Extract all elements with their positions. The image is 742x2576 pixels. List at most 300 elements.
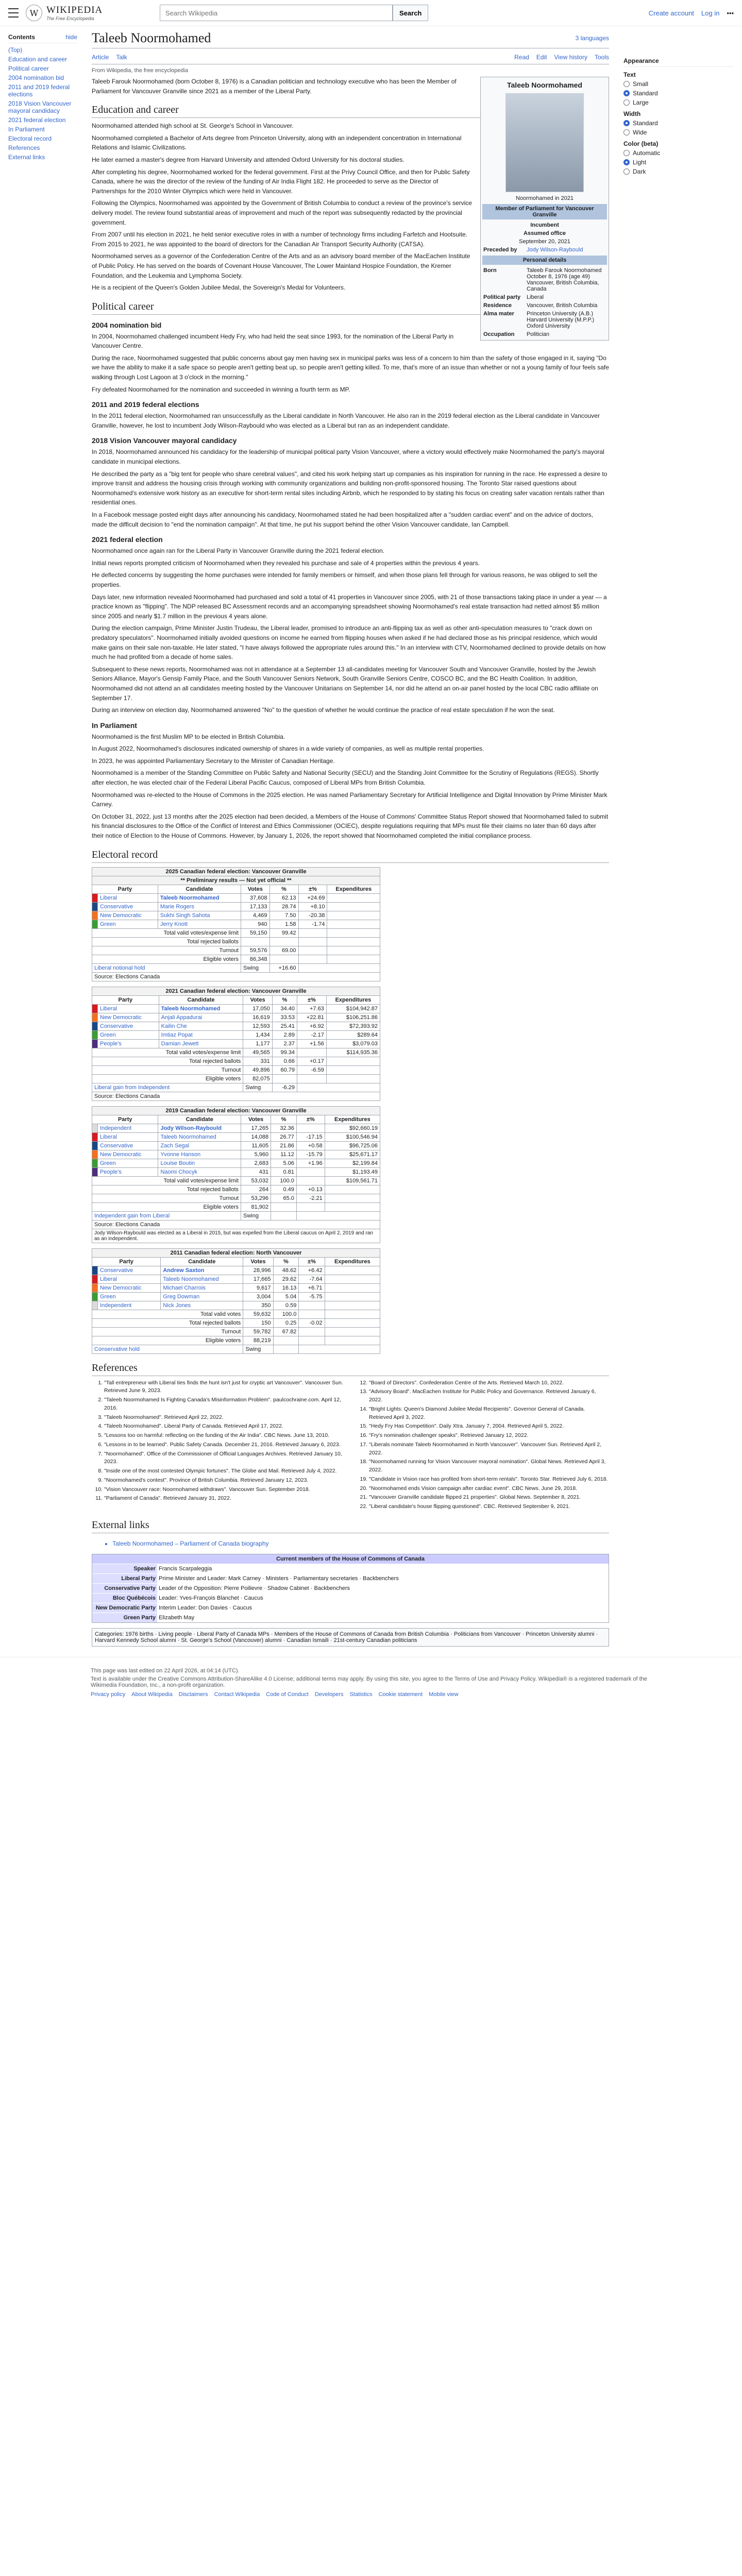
reference-item[interactable]: 18. "Noormohamed running for Vision Vancouver mayoral nomination". Global News. Retrieved April 3, 2022. [369,1458,609,1475]
appearance-option[interactable] [623,129,734,136]
reference-item[interactable]: 13. "Advisory Board". MacEachen Institute for Public Policy and Governance. Retrieved January 6, 2022. [369,1388,609,1404]
change: +6.92 [297,1022,327,1030]
total-change: -2.21 [296,1194,325,1202]
total-votes: 264 [241,1185,271,1194]
infobox-table [482,246,607,254]
total-label: Total valid votes [92,1310,243,1318]
radio-button[interactable] [623,81,630,87]
option-label: Automatic [633,149,661,157]
total-votes [241,937,269,946]
incumbent-label: Incumbent [530,222,559,228]
paragraph: He later earned a master's degree from Harvard University and attended Oxford University for his doctoral studies. [92,156,404,163]
total-percent: 99.42 [269,928,298,937]
total-expense [325,1194,380,1202]
reference-item[interactable]: 17. "Liberals nominate Taleeb Noormohamed in North Vancouver". Vancouver Sun. Retrieved April 2, 2022. [369,1441,609,1458]
total-expense [327,928,380,937]
tab-view-history[interactable]: View history [554,54,587,61]
total-label: Total rejected ballots [92,1318,243,1327]
total-row [92,928,380,937]
reference-item[interactable]: 1. "Tall entrepreneur with Liberal ties finds the hunt isn't just for cryptic art Vancouver". Vancouver Sun. Retrieved June 9, 2023. [104,1379,344,1396]
candidate-row [92,1124,380,1132]
option-label: Dark [633,168,646,175]
radio-button[interactable] [623,150,630,156]
total-votes: 59,150 [241,928,269,937]
total-row [92,1202,380,1211]
election-caption[interactable]: 2021 Canadian federal election: Vancouver Granville [92,987,380,995]
infobox-key: Born [483,267,497,274]
party-color-swatch [92,1141,98,1150]
percent: 7.50 [269,911,298,920]
option-label: Large [633,99,649,106]
subsection-heading: 2004 nomination bid [92,320,162,329]
total-change: +0.17 [297,1057,327,1065]
total-change [297,1048,327,1057]
preliminary-note-row [92,876,380,885]
column-header: % [273,1257,299,1266]
total-expense [325,1318,380,1327]
section-heading: Political career [92,301,609,315]
candidate-row [92,1275,380,1283]
party-name[interactable]: Conservative [98,1022,159,1030]
navbox-row [92,1573,609,1583]
column-header: Candidate [159,995,243,1004]
votes: 1,434 [243,1030,272,1039]
tab-tools[interactable]: Tools [594,54,609,61]
party-name[interactable]: New Democratic [98,1283,161,1292]
column-header: ±% [296,1115,325,1124]
navbox-group: Speaker [92,1564,157,1573]
candidate-row [92,1150,380,1159]
option-label: Standard [633,90,658,97]
globe-icon: W [26,5,42,21]
change: +7.63 [297,1004,327,1013]
column-header: ±% [297,995,327,1004]
total-label: Total valid votes/expense limit [92,928,241,937]
main-menu-icon[interactable] [8,8,19,18]
change: -15.79 [296,1150,325,1159]
radio-button[interactable] [623,90,630,96]
swing-filler [298,963,380,972]
party-name[interactable]: New Democratic [98,1150,158,1159]
expenditures [327,911,380,920]
total-votes: 150 [243,1318,273,1327]
create-account-link[interactable]: Create account [648,9,694,17]
column-header: Expenditures [326,995,380,1004]
column-header: Candidate [161,1257,243,1266]
total-votes: 86,348 [241,955,269,963]
candidate-row [92,1292,380,1301]
total-expense [326,1074,380,1083]
tab-article[interactable]: Article [92,54,109,61]
total-expense [326,1065,380,1074]
toc-item[interactable]: 2004 nomination bid [8,74,64,81]
total-label: Total rejected ballots [92,1057,243,1065]
party-name[interactable]: People's [98,1039,159,1048]
reference-item[interactable]: 8. "Inside one of the most contested Olympic fortunes". The Globe and Mail. Retrieved July 4, 2022. [104,1467,344,1476]
reference-list [92,1379,609,1511]
header-row [92,995,380,1004]
reference-item[interactable]: 4. "Taleeb Noormohamed". Liberal Party of Canada. Retrieved April 17, 2022. [104,1422,344,1431]
reference-item[interactable]: 7. "Noormohamed". Office of the Commissioner of Official Languages Archives. Retrieved January 10, 2023. [104,1450,344,1467]
navbox-group: Bloc Québécois [92,1594,157,1603]
paragraph: In 2004, Noormohamed challenged incumbent Hedy Fry, who had held the seat since 1993, for the nomination of the Liberal Party in Vancouver Centre. [92,332,454,350]
reference-item[interactable]: 22. "Liberal candidate's house flipping questioned". CBC. Retrieved September 9, 2021. [369,1503,609,1511]
wordmark: WIKIPEDIA [46,5,103,15]
total-row [92,1074,380,1083]
change: -2.17 [297,1030,327,1039]
toc-item[interactable]: Political career [8,65,49,72]
total-percent: 65.0 [271,1194,297,1202]
party-name[interactable]: Conservative [98,1141,158,1150]
tab-edit[interactable]: Edit [536,54,547,61]
votes: 17,265 [241,1124,271,1132]
tab-talk[interactable]: Talk [116,54,127,61]
navbox-list[interactable]: Interim Leader: Don Davies · Caucus [159,1604,252,1611]
candidate-name[interactable]: Jerry Knott [158,920,241,928]
total-percent: 0.25 [273,1318,299,1327]
paragraph: Noormohamed attended high school at St. George's School in Vancouver. [92,122,294,130]
infobox-value: Politician [527,331,550,337]
toc-item[interactable]: 2018 Vision Vancouver mayoral candidacy [8,100,72,114]
votes: 17,050 [243,1004,272,1013]
total-votes: 81,902 [241,1202,271,1211]
appearance-option[interactable] [623,80,734,88]
total-expense: $109,561.71 [325,1176,380,1185]
column-header: Expenditures [325,1257,380,1266]
toc-item[interactable]: Education and career [8,56,68,63]
option-label: Standard [633,120,658,127]
radio-button[interactable] [623,159,630,165]
reference-item[interactable]: 5. "Lessons too on harmful: reflecting on the funding of the Air India". CBC News. June 13, 2010. [104,1432,344,1440]
total-label: Total valid votes/expense limit [92,1176,241,1185]
votes: 2,683 [241,1159,271,1167]
candidate-row [92,1301,380,1310]
percent: 21.86 [271,1141,297,1150]
candidate-name[interactable]: Jody Wilson-Raybould [158,1124,241,1132]
total-percent [272,1074,297,1083]
footer-link[interactable]: Contact Wikipedia [214,1691,260,1698]
party-color-swatch [92,1004,98,1013]
radio-button[interactable] [623,168,630,175]
footer-link[interactable]: Mobile view [429,1691,459,1698]
party-name[interactable]: New Democratic [98,911,158,920]
more-tools-icon[interactable]: ••• [727,9,734,17]
appearance-option[interactable] [623,149,734,157]
expenditures [327,920,380,928]
change: +6.42 [299,1266,325,1275]
party-name[interactable]: New Democratic [98,1013,159,1022]
party-color-swatch [92,1150,98,1159]
candidate-row [92,911,380,920]
navbox-title: Current members of the House of Commons of Canada [92,1554,609,1564]
paragraph: He described the party as a "big tent for people who share cerebral values", and cited his work helping start up companies as his inspiration for running in the race. He expressed a desire to improve transit and address the housing crisis through working with community organizations and building non-profit-sponsored housing. The Toronto Star raised questions about Noormohamed's extensive work history as an executive for short-term rental sites including Airbnb, which he responded to by stating his focus on creating safer vacation rentals rather than residential ones. [92,470,608,506]
percent: 2.37 [272,1039,297,1048]
total-percent: 100.0 [271,1176,297,1185]
wikipedia-logo[interactable] [26,5,155,21]
expenditures: $96,725.06 [325,1141,380,1150]
appearance-option[interactable] [623,90,734,97]
infobox-value: Liberal [527,294,544,300]
total-expense [325,1327,380,1336]
total-expense [325,1185,380,1194]
navbox-list[interactable]: Francis Scarpaleggia [159,1565,212,1572]
votes: 3,004 [243,1292,273,1301]
footer-link[interactable]: Disclaimers [178,1691,208,1698]
source-text[interactable]: Source: Elections Canada [92,1092,380,1100]
party-name[interactable]: Independent [98,1301,161,1310]
candidate-row [92,1004,380,1013]
candidate-row [92,902,380,911]
footnote-row [92,1229,380,1243]
candidate-name[interactable]: Taleeb Noormohamed [158,1132,241,1141]
reference-item[interactable]: 11. "Parliament of Canada". Retrieved January 31, 2022. [104,1495,344,1503]
total-percent [271,1202,297,1211]
total-percent [273,1336,299,1345]
source-row [92,972,380,981]
election-caption-row [92,1248,380,1257]
total-expense [325,1336,380,1345]
candidate-name[interactable]: Naomi Chocyk [158,1167,241,1176]
party-name[interactable]: Liberal [98,1275,161,1283]
party-name[interactable]: Liberal [98,1132,158,1141]
votes: 17,665 [243,1275,273,1283]
source-text[interactable]: Source: Elections Canada [92,972,380,981]
candidate-name[interactable]: Michael Charrois [161,1283,243,1292]
toc-item[interactable]: 2011 and 2019 federal elections [8,83,70,98]
total-label: Eligible voters [92,1202,241,1211]
reference-item[interactable]: 12. "Board of Directors". Confederation Centre of the Arts. Retrieved March 10, 2022. [369,1379,609,1387]
reference-item[interactable]: 15. "Hedy Fry Has Competition". Daily Xtra. January 7, 2004. Retrieved April 5, 2022. [369,1422,609,1431]
reference-item[interactable]: 10. "Vision Vancouver race: Noormohamed withdraws". Vancouver Sun. September 2018. [104,1486,344,1494]
total-expense [325,1310,380,1318]
candidate-name[interactable]: Anjali Appadurai [159,1013,243,1022]
paragraph: Noormohamed serves as a governor of the Confederation Centre of the Arts and as an advisory board member of the MacEachen Institute of Public Policy. He has served on the boards of Covenant House Vancouver, The Lower Mainland Hospice Foundation, the Kremer Foundation, and the Leukemia and Lymphoma Society. [92,252,470,279]
footer-link[interactable]: About Wikipedia [131,1691,173,1698]
user-tools [649,9,734,17]
reference-item[interactable]: 3. "Taleeb Noormohamed". Retrieved April 22, 2022. [104,1414,344,1422]
tagline: The Free Encyclopedia [46,16,94,21]
total-change [299,1327,325,1336]
source-row [92,1092,380,1100]
lead-paragraph: Taleeb Farouk Noormohamed (born October 8, 1976) is a Canadian politician and technology executive who has been the Member of Parliament for Vancouver Granville since 2021 as a member of the Liberal Party. [92,78,457,95]
votes: 14,088 [241,1132,271,1141]
election-caption[interactable]: 2011 Canadian federal election: North Vancouver [92,1248,380,1257]
reference-item[interactable]: 2. "Taleeb Noormohamed Is Fighting Canada's Misinformation Problem". paulcochraine.com. April 12, 2016. [104,1396,344,1413]
radio-button[interactable] [623,120,630,126]
infobox-key: Alma mater [483,311,514,317]
toc-item[interactable]: In Parliament [8,126,45,133]
total-change [298,946,327,955]
footer-link[interactable]: Developers [314,1691,344,1698]
login-link[interactable]: Log in [701,9,720,17]
navbox-list[interactable]: Prime Minister and Leader: Mark Carney · Ministers · Parliamentary secretaries · Backbenchers [159,1575,399,1582]
hold-text[interactable]: Conservative hold [92,1345,243,1353]
election-caption-row [92,1106,380,1115]
candidate-row [92,893,380,902]
candidate-name[interactable]: Sukhi Singh Sahota [158,911,241,920]
candidate-name[interactable]: Zach Segal [158,1141,241,1150]
change: -1.74 [298,920,327,928]
appearance-option[interactable] [623,159,734,166]
navbox-row [92,1564,609,1573]
election-caption[interactable]: 2025 Canadian federal election: Vancouver Granville [92,867,380,876]
reference-item[interactable]: 9. "Noormohamed's contest". Province of British Columbia. Retrieved January 12, 2023. [104,1477,344,1485]
party-name[interactable]: Liberal [98,1004,159,1013]
party-color-swatch [92,902,98,911]
footer-link[interactable]: Privacy policy [91,1691,126,1698]
candidate-name[interactable]: Taleeb Noormohamed [161,1275,243,1283]
footer-link[interactable]: Statistics [349,1691,373,1698]
column-header: Votes [243,1257,273,1266]
infobox-value: Princeton University (A.B.) Harvard University (M.P.P.) Oxford University [527,311,595,329]
reference-item[interactable]: 20. "Noormohamed ends Vision campaign after cardiac event". CBC News. June 29, 2018. [369,1485,609,1493]
appearance-option[interactable] [623,120,734,127]
party-name[interactable]: Green [98,1159,158,1167]
section-heading: References [92,1362,609,1376]
page-tabs [92,50,609,64]
total-label: Turnout [92,1065,243,1074]
hold-text[interactable]: Liberal gain from Independent [92,1083,243,1092]
expenditures [325,1292,380,1301]
hold-text[interactable]: Independent gain from Liberal [92,1211,241,1220]
election-caption[interactable]: 2019 Canadian federal election: Vancouver Granville [92,1106,380,1115]
candidate-name[interactable]: Nick Jones [161,1301,243,1310]
candidate-name[interactable]: Greg Dowman [161,1292,243,1301]
candidate-name[interactable]: Taleeb Noormohamed [158,893,241,902]
column-header: Votes [241,1115,271,1124]
paragraph: From 2007 until his election in 2021, he held senior executive roles in with a number of technology firms including Farfetch and Hootsuite. From 2015 to 2021, he was appointed to the board of directors for the Canadian Air Transport Security Authority (CATSA). [92,231,468,248]
swing-label: Swing [241,963,269,972]
total-label: Total valid votes/expense limit [92,1048,243,1057]
party-name[interactable]: Liberal [98,893,158,902]
column-header: Votes [243,995,272,1004]
total-expense [327,937,380,946]
party-name[interactable]: Green [98,920,158,928]
column-header: Candidate [158,1115,241,1124]
total-row [92,1318,380,1327]
footer-link[interactable]: Code of Conduct [266,1691,309,1698]
total-label: Eligible voters [92,1074,243,1083]
reference-item[interactable]: 6. "Lessons in to be learned". Public Safety Canada. December 21, 2016. Retrieved January 6, 2023. [104,1441,344,1449]
percent: 0.81 [271,1167,297,1176]
total-percent: 0.66 [272,1057,297,1065]
search-input[interactable] [160,5,393,21]
party-name[interactable]: People's [98,1167,158,1176]
party-name[interactable]: Independent [98,1124,158,1132]
total-change [299,1310,325,1318]
candidate-name[interactable]: Yvonne Hanson [158,1150,241,1159]
candidate-name[interactable]: Louise Boutin [158,1159,241,1167]
percent: 11.12 [271,1150,297,1159]
appearance-option[interactable] [623,168,734,175]
votes: 17,133 [241,902,269,911]
paragraph: Initial news reports prompted criticism of Noormohamed when they revealed his purchase and sale of 4 properties within the previous 4 years. [92,559,480,567]
total-expense: $114,935.36 [326,1048,380,1057]
column-header: Party [92,1257,161,1266]
reference-item[interactable]: 21. "Vancouver Granville candidate flipped 21 properties". Global News. September 8, 2021. [369,1494,609,1502]
total-votes: 53,296 [241,1194,271,1202]
election-table [92,867,380,981]
party-name[interactable]: Green [98,1292,161,1301]
toc-item[interactable]: External links [8,154,45,161]
article-content [82,26,618,1647]
reference-item[interactable]: 14. "Bright Lights: Queen's Diamond Jubilee Medal Recipients". Governor General of Canada. Retrieved April 3, 2022. [369,1405,609,1422]
expenditures [325,1275,380,1283]
tab-read[interactable]: Read [514,54,529,61]
search-form [160,5,428,21]
radio-button[interactable] [623,99,630,106]
toc-item[interactable]: (Top) [8,46,23,54]
candidate-row [92,1266,380,1275]
change: -5.75 [299,1292,325,1301]
party-name[interactable]: Conservative [98,902,158,911]
swing-value [273,1345,299,1353]
reference-item[interactable]: 16. "Fry's nomination challenger speaks". Retrieved January 12, 2022. [369,1432,609,1440]
toc-hide-button[interactable]: hide [65,33,77,41]
reference-item[interactable]: 19. "Candidate in Vision race has profited from short-term rentals". Toronto Star. Retrieved July 6, 2018. [369,1476,609,1484]
appearance-option[interactable] [623,99,734,106]
candidate-name[interactable]: Marie Rogers [158,902,241,911]
expenditures: $25,671.17 [325,1150,380,1159]
expenditures: $3,079.03 [326,1039,380,1048]
swing-filler [296,1211,380,1220]
candidate-row [92,1141,380,1150]
candidate-name[interactable]: Andrew Saxton [161,1266,243,1275]
radio-button[interactable] [623,129,630,135]
option-label: Small [633,80,649,88]
toc-item[interactable]: References [8,144,40,151]
search-button[interactable]: Search [393,5,428,21]
party-name[interactable]: Green [98,1030,159,1039]
navbox-list[interactable]: Leader: Yves-François Blanchet · Caucus [159,1595,263,1601]
candidate-name[interactable]: Imtiaz Popat [159,1030,243,1039]
width-label: Width [623,110,641,117]
paragraph: Noormohamed completed a Bachelor of Arts degree from Princeton University, along with an independent concentration in International Relations and Islamic Civilizations. [92,134,462,151]
party-name[interactable]: Conservative [98,1266,161,1275]
party-color-swatch [92,1275,98,1283]
candidate-row [92,1132,380,1141]
expenditures: $289.64 [326,1030,380,1039]
navbox-list[interactable]: Elizabeth May [159,1614,195,1621]
change: -17.15 [296,1132,325,1141]
percent: 5.04 [273,1292,299,1301]
navbox-list[interactable]: Leader of the Opposition: Pierre Poilievre · Shadow Cabinet · Backbenchers [159,1585,350,1591]
percent: 34.40 [272,1004,297,1013]
source-text[interactable]: Source: Elections Canada [92,1220,380,1229]
toc-item[interactable]: Electoral record [8,135,52,142]
categories: Categories: 1976 births · Living people · Liberal Party of Canada MPs · Members of the House of Commons of Canada from British Columbia · Politicians from Vancouver · Princeton University alumni · Harvard Kennedy School alumni · St. George's School (Vancouver) alumni · Canadian Ismaili · 21st-century Canadian politicians [92,1628,609,1647]
source-row [92,1220,380,1229]
header-row [92,1115,380,1124]
footer-link[interactable]: Cookie statement [378,1691,423,1698]
external-link[interactable]: • Taleeb Noormohamed – Parliament of Canada biography [112,1540,609,1547]
swing-row [92,1211,380,1220]
preceded-value[interactable]: Jody Wilson-Raybould [527,247,583,253]
infobox-key: Residence [483,302,512,309]
table-of-contents [0,26,82,1647]
language-button[interactable]: 3 languages [575,35,609,42]
total-percent: 100.0 [273,1310,299,1318]
candidate-name[interactable]: Damian Jewett [159,1039,243,1048]
hold-text[interactable]: Liberal notional hold [92,963,241,972]
toc-item[interactable]: 2021 federal election [8,116,66,124]
total-percent: 0.49 [271,1185,297,1194]
total-expense [327,955,380,963]
candidate-name[interactable]: Kailin Che [159,1022,243,1030]
percent: 48.62 [273,1266,299,1275]
candidate-name[interactable]: Taleeb Noormohamed [159,1004,243,1013]
navbox-group: New Democratic Party [92,1603,157,1613]
